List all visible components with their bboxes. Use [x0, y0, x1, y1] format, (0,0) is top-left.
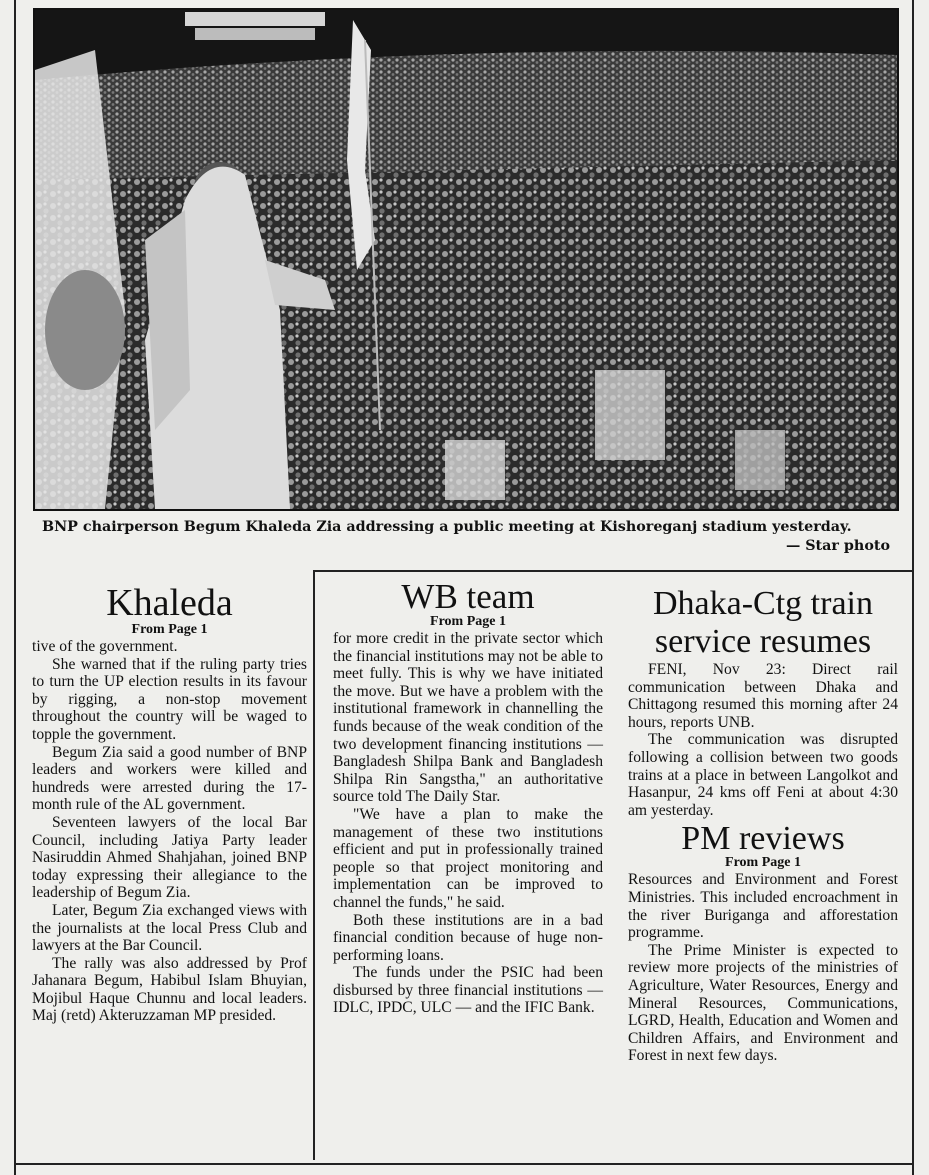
- article-wb-team: [333, 577, 603, 1017]
- paragraph: The funds under the PSIC had been disbursed by three financial institutions — IDLC, IPDC, ULC — and the IFIC Bank.: [333, 964, 603, 1017]
- paragraph: Both these institutions are in a bad financial condition because of huge non-performing loans.: [333, 911, 603, 964]
- rally-photo-illustration: [35, 10, 897, 509]
- jump-line-pm-reviews: From Page 1: [725, 855, 801, 871]
- headline-pm-reviews: PM reviews: [681, 820, 845, 858]
- page-border-right: [912, 0, 914, 1175]
- article-train: [628, 585, 898, 819]
- paragraph: Begum Zia said a good number of BNP leaders and workers were killed and hundreds were arrested during the 17-month rule of the AL government.: [32, 743, 307, 814]
- photo-credit: — Star photo: [785, 538, 890, 554]
- jump-line-wb-team: From Page 1: [430, 614, 506, 629]
- paragraph-text: Direct rail communication between Dhaka and Chittagong resumed this morning after 24 hours, reports UNB.: [628, 661, 898, 731]
- paragraph: Seventeen lawyers of the local Bar Council, including Jatiya Party leader Nasiruddin Ahmed Shahjahan, joined BNP today expressing their allegiance to the leadership of Begum Zia.: [32, 813, 307, 902]
- paragraph: The rally was also addressed by Prof Jahanara Begum, Habibul Islam Bhuyian, Mojibul Haque Chunnu and local leaders. Maj (retd) Akteruzzaman MP presided.: [32, 954, 307, 1025]
- headline-wb-team: WB team: [401, 577, 535, 616]
- paragraph: Later, Begum Zia exchanged views with the journalists at the local Press Club and lawyers at the Bar Council.: [32, 901, 307, 955]
- article-pm-reviews: [628, 820, 898, 1065]
- paragraph: She warned that if the ruling party tries to turn the UP election results in its favour by rigging, a non-stop movement throughout the country will be waged to topple the government.: [32, 655, 307, 743]
- paragraph: The Prime Minister is expected to review more projects of the ministries of Agriculture, Water Resources, Energy and Mineral Resources, Communications, LGRD, Health, Education and Women and Children Affairs, and Environment and Forest in next few days.: [628, 941, 898, 1065]
- headline-khaleda: Khaleda: [106, 582, 233, 624]
- photo-caption: [42, 518, 890, 554]
- dateline: FENI, Nov 23:: [648, 661, 786, 678]
- column-right: [628, 585, 898, 1065]
- paragraph: Resources and Environment and Forest Ministries. This included encroachment in the river Buriganga and afforestation programme.: [628, 871, 898, 942]
- article-khaleda: [32, 584, 307, 1025]
- jump-line-khaleda: From Page 1: [131, 622, 208, 637]
- paragraph: tive of the government.: [32, 638, 178, 655]
- page-border-left: [14, 0, 16, 1175]
- paragraph: "We have a plan to make the management of these two institutions efficient and put in professionally trained people so that project monitoring and implementation can be improved to channel the funds," he said.: [333, 805, 603, 911]
- paragraph: The communication was disrupted following a collision between two goods trains at a place in between Langolkot and Hasanpur, 24 kms off Feni at about 4:30 am yesterday.: [628, 731, 898, 819]
- paragraph: [628, 661, 898, 731]
- caption-text: BNP chairperson Begum Khaleda Zia addressing a public meeting at Kishoreganj stadium yesterday.: [42, 519, 852, 535]
- paragraph: for more credit in the private sector which the financial institutions may not be able to meet fully. This is why we have initiated the move. But we have a problem with the institutional framework in channelling the funds because of the weak condition of the two development financing institutions — Bangladesh Shilpa Bank and Bangladesh Shilpa Rin Sangstha," an authoritative source told The Daily Star.: [333, 630, 603, 806]
- rally-photo: [33, 8, 899, 511]
- headline-train: Dhaka-Ctg train service resumes: [653, 585, 873, 660]
- bottom-rule: [14, 1163, 914, 1165]
